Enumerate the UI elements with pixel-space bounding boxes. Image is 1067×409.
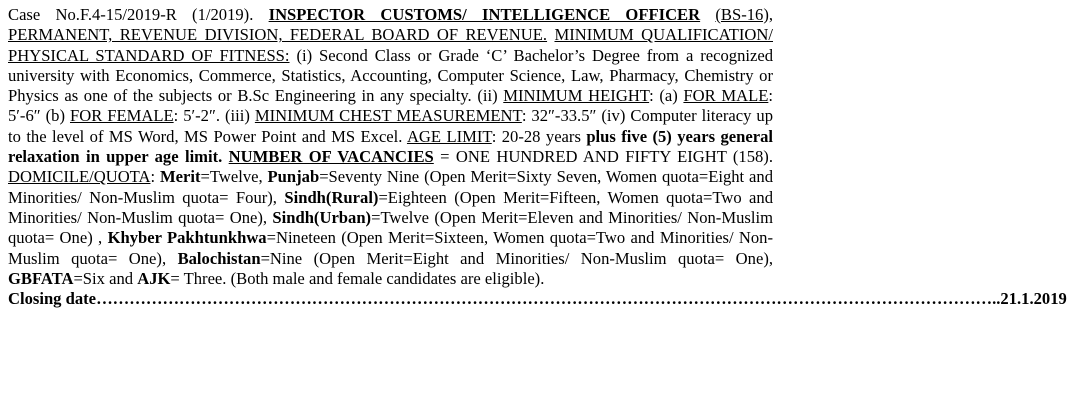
height-separator: : (a): [649, 86, 678, 106]
punjab-label: Punjab: [267, 167, 320, 187]
male-height-value: : 5′-6″ (b): [8, 86, 773, 126]
post-title: INSPECTOR CUSTOMS/ INTELLIGENCE OFFICER: [268, 5, 701, 24]
balochistan-label: Balochistan: [177, 248, 261, 268]
qualification-text: (i) Second Class or Grade ‘C’ Bachelor’s Degree from a recognized university with Economics, Commerce, Statistics, Accounting, Computer Science, Law, Pharmacy, Chemistry or Physics as one of the subjects or B.Sc Engineering in any specialty. (ii): [8, 45, 773, 106]
kp-label: Khyber Pakhtunkhwa: [107, 228, 267, 248]
balochistan-value: =Nine (Open Merit=Eight and Minorities/ Non-Muslim quota= One),: [260, 248, 773, 268]
gbfata-label: GBFATA: [8, 268, 74, 288]
merit-label: Merit: [160, 167, 201, 187]
female-height-value: : 5′-2″. (iii): [173, 106, 250, 126]
for-female-label: FOR FEMALE: [69, 106, 174, 126]
sindh-rural-label: Sindh(Rural): [284, 187, 379, 207]
closing-date-value: 21.1.2019: [1000, 289, 1067, 309]
for-male-label: FOR MALE: [683, 86, 769, 106]
age-relaxation: plus five (5) years general relaxation in upper age limit.: [8, 126, 773, 167]
sindh-rural-value: =Eighteen (Open Merit=Fifteen, Women quota=Two and Minorities/ Non-Muslim quota= One),: [8, 187, 774, 227]
case-number: Case No.F.4-15/2019-R (1/2019).: [8, 5, 254, 24]
ajk-value: = Three. (Both male and female candidates are eligible).: [170, 268, 545, 288]
min-chest-label: MINIMUM CHEST MEASUREMENT: [254, 106, 522, 126]
chest-and-literacy-text: : 32″-33.5″ (iv) Computer literacy up to the level of MS Word, MS Power Point and MS Excel.: [8, 106, 773, 146]
domicile-colon: :: [150, 167, 156, 187]
sindh-urban-value: =Twelve (Open Merit=Eleven and Minorities/ Non-Muslim quota= One) ,: [8, 207, 773, 248]
min-qualification-label: MINIMUM QUALIFICATION/ PHYSICAL STANDARD OF FITNESS:: [8, 25, 773, 65]
punjab-value: =Seventy Nine (Open Merit=Sixty Seven, Women quota=Eight and Minorities/ Non-Muslim quota= Four),: [8, 167, 773, 207]
sindh-urban-label: Sindh(Urban): [272, 207, 372, 227]
domicile-label: DOMICILE/QUOTA: [8, 167, 151, 187]
merit-value: =Twelve,: [200, 167, 263, 187]
vacancies-value: = ONE HUNDRED AND FIFTY EIGHT (158).: [440, 147, 773, 167]
closing-date-label: Closing date: [8, 289, 97, 309]
min-height-label: MINIMUM HEIGHT: [503, 86, 650, 106]
gbfata-value: =Six and: [73, 268, 134, 288]
age-limit-label: AGE LIMIT: [406, 126, 492, 146]
ajk-label: AJK: [137, 268, 171, 288]
closing-date-leader: ………………………………………………………………………………………………………………………………………………..: [96, 289, 1001, 309]
age-limit-value: : 20-28 years: [491, 126, 581, 146]
post-scale: (BS-16), PERMANENT, REVENUE DIVISION, FEDERAL BOARD OF REVENUE.: [8, 5, 773, 45]
vacancies-label: NUMBER OF VACANCIES: [228, 147, 434, 167]
closing-date-line: [8, 289, 1067, 309]
kp-value: =Nineteen (Open Merit=Sixteen, Women quota=Two and Minorities/ Non-Muslim quota= One),: [8, 228, 773, 268]
notice-body: [8, 5, 773, 289]
